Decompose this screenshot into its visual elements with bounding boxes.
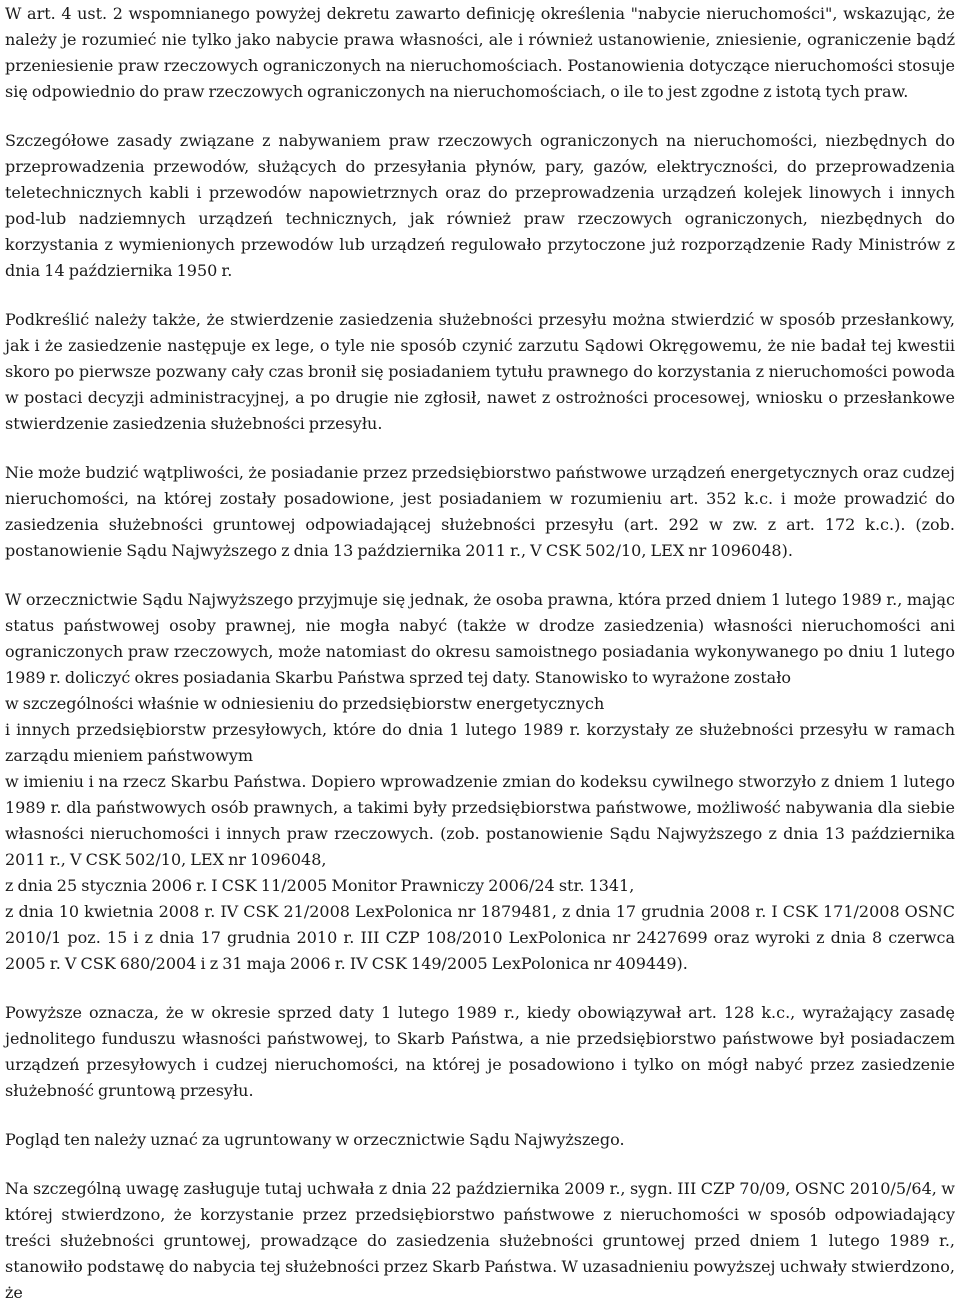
document-page <box>0 1 960 1302</box>
case-law-line: z dnia 10 kwietnia 2008 r. IV CSK 21/2008 LexPolonica nr 1879481, z dnia 17 grudnia 2008 r. I CSK 171/2008 OSNC 2010/1 poz. 15 i z dnia 17 grudnia 2010 r. III CZP 108/2010 LexPolonica nr 2427699 oraz wyroki z dnia 8 czerwca 2005 r. V CSK 680/2004 i z 31 maja 2006 r. IV CSK 149/2005 LexPolonica nr 409449). <box>5 902 955 973</box>
paragraph-detailed-rules: Szczegółowe zasady związane z nabywaniem praw rzeczowych ograniczonych na nieruchomości, niezbędnych do przeprowadzenia przewodów, służących do przesyłania płynów, pary, gazów, elektryczności, do przeprowadzenia teletechnicznych kabli i przewodów napowietrznych oraz do przeprowadzenia urządzeń kolejek linowych i innych pod-lub nadziemnych urządzeń technicznych, jak również praw rzeczowych ograniczonych, niezbędnych do korzystania z wymienionych przewodów lub urządzeń regulowało przytoczone już rozporządzenie Rady Ministrów z dnia 14 października 1950 r. <box>5 131 955 280</box>
case-law-line: w szczególności właśnie w odniesieniu do przedsiębiorstw energetycznych <box>5 694 605 713</box>
paragraph-established-view: Pogląd ten należy uznać za ugruntowany w orzecznictwie Sądu Najwyższego. <box>5 1130 625 1149</box>
paragraph-possession-state-enterprise: Nie może budzić wątpliwości, że posiadanie przez przedsiębiorstwo państwowe urządzeń energetycznych oraz cudzej nieruchomości, na której zostały posadowione, jest posiadaniem w rozumieniu art. 352 k.c. i może prowadzić do zasiedzenia służebności gruntowej odpowiadającej służebności przesyłu (art. 292 w zw. z art. 172 k.c.). (zob. postanowienie Sądu Najwyższego z dnia 13 października 2011 r., V CSK 502/10, LEX nr 1096048). <box>5 463 955 560</box>
case-law-line: w imieniu i na rzecz Skarbu Państwa. Dopiero wprowadzenie zmian do kodeksu cywilnego stworzyło z dniem 1 lutego 1989 r. dla państwowych osób prawnych, a takimi były przedsiębiorstwa państwowe, możliwość nabywania dla siebie własności nieruchomości i innych praw rzeczowych. (zob. postanowienie Sądu Najwyższego z dnia 13 października 2011 r., V CSK 502/10, LEX nr 1096048, <box>5 772 955 869</box>
case-law-line: i innych przedsiębiorstw przesyłowych, które do dnia 1 lutego 1989 r. korzystały ze służebności przesyłu w ramach zarządu mieniem państwowym <box>5 720 955 765</box>
paragraph-prescription-premise: Podkreślić należy także, że stwierdzenie zasiedzenia służebności przesyłu można stwierdzić w sposób przesłankowy, jak i że zasiedzenie następuje ex lege, o tyle nie sposób czynić zarzutu Sądowi Okręgowemu, że nie badał tej kwestii skoro po pierwsze pozwany cały czas bronił się posiadaniem tytułu prawnego do korzystania z nieruchomości powoda w postaci decyzji administracyjnej, a po drugie nie zgłosił, nawet z ostrożności procesowej, wniosku o przesłankowe stwierdzenie zasiedzenia służebności przesyłu. <box>5 310 955 433</box>
paragraph-supreme-court-case-law <box>5 587 955 977</box>
case-law-line: z dnia 25 stycznia 2006 r. I CSK 11/2005 Monitor Prawniczy 2006/24 str. 1341, <box>5 876 635 895</box>
paragraph-resolution-2009: Na szczególną uwagę zasługuje tutaj uchwała z dnia 22 października 2009 r., sygn. III CZP 70/09, OSNC 2010/5/64, w której stwierdzono, że korzystanie przez przedsiębiorstwo państwowe z nieruchomości w sposób odpowiadający treści służebności gruntowej, prowadzące do zasiedzenia służebności gruntowej przed dniem 1 lutego 1989 r., stanowiło podstawę do nabycia tej służebności przez Skarb Państwa. W uzasadnieniu powyższej uchwały stwierdzono, że <box>5 1179 955 1302</box>
paragraph-art-4-definition: W art. 4 ust. 2 wspomnianego powyżej dekretu zawarto definicję określenia "nabycie nieruchomości", wskazując, że należy je rozumieć nie tylko jako nabycie prawa własności, ale i również ustanowienie, zniesienie, ograniczenie bądź przeniesienie praw rzeczowych ograniczonych na nieruchomościach. Postanowienia dotyczące nieruchomości stosuje się odpowiednio do praw rzeczowych ograniczonych na nieruchomościach, o ile to jest zgodne z istotą tych praw. <box>5 4 955 101</box>
paragraph-before-1989: Powyższe oznacza, że w okresie sprzed daty 1 lutego 1989 r., kiedy obowiązywał art. 128 k.c., wyrażający zasadę jednolitego funduszu własności państwowej, to Skarb Państwa, a nie przedsiębiorstwo państwowe był posiadaczem urządzeń przesyłowych i cudzej nieruchomości, na której je posadowiono i tylko on mógł nabyć przez zasiedzenie służebność gruntową przesyłu. <box>5 1003 955 1100</box>
case-law-line: W orzecznictwie Sądu Najwyższego przyjmuje się jednak, że osoba prawna, która przed dniem 1 lutego 1989 r., mając status państwowej osoby prawnej, nie mogła nabyć (także w drodze zasiedzenia) własności nieruchomości ani ograniczonych praw rzeczowych, może natomiast do okresu samoistnego posiadania wykonywanego po dniu 1 lutego 1989 r. doliczyć okres posiadania Skarbu Państwa sprzed tej daty. Stanowisko to wyrażone zostało <box>5 590 955 687</box>
